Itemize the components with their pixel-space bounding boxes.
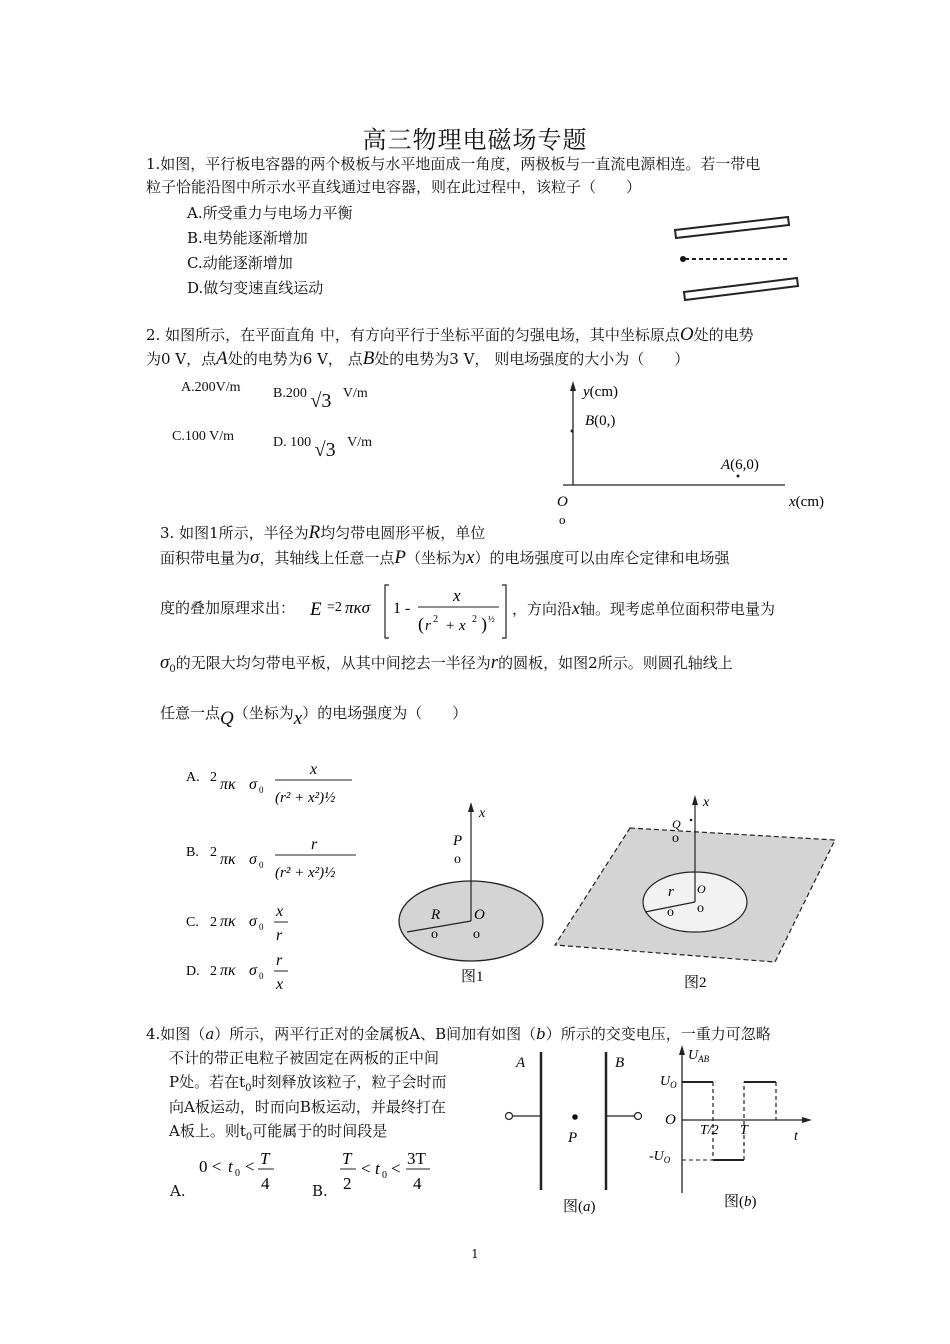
origin-label: O [557, 494, 568, 510]
formula-numerator: x [453, 586, 461, 605]
option-numerator: r [311, 836, 318, 853]
subscript-zero: 0 [382, 1170, 387, 1181]
option-label: D. [186, 964, 200, 979]
q2-option-a: A.200V/m [181, 380, 241, 395]
q3-text: 的圆板，如图2所示。则圆孔轴线上 [498, 654, 733, 672]
q2-text: 处的电势为6 V， 点 [227, 350, 363, 368]
center-mark: o [473, 927, 480, 942]
q2-option-d-unit: V/m [347, 435, 372, 450]
q4-text: P处。若在t [169, 1073, 246, 1091]
q4-option-a [195, 1145, 285, 1200]
q3-text: ）的电场强度为（ ） [302, 704, 468, 722]
plate-b-label: B [615, 1055, 625, 1071]
option-sigma: σ [249, 776, 257, 793]
q3-text: ，其轴线上任意一点 [259, 549, 395, 567]
option-a-t: t [228, 1157, 233, 1176]
particle-p [572, 1114, 578, 1120]
symbol-x: x [293, 708, 303, 729]
q4-text: 时刻释放该粒子，粒子会时而 [251, 1073, 447, 1091]
figure-b-caption: 图(b) [724, 1194, 757, 1210]
q2-option-b-unit: V/m [342, 386, 368, 401]
origin-mark: o [559, 512, 566, 527]
option-a-lhs: 0 < [199, 1157, 222, 1176]
option-denominator: (r² + x²)½ [275, 865, 336, 881]
figure-2-infinite-plate [550, 790, 840, 1000]
t-half-label: T/2 [700, 1123, 719, 1138]
figure-a-plates [500, 1045, 660, 1225]
option-coef: 2 [210, 845, 217, 860]
capacitor-figure [665, 205, 805, 305]
q4-line-4: 向A板运动，时而向B板运动，并最终打在 [169, 1098, 446, 1116]
formula-den-close: ) [481, 614, 487, 634]
field-formula [305, 580, 510, 642]
q3-text: ）的电场强度可以由库仑定律和电场强 [474, 549, 730, 567]
radius-mark: o [667, 905, 674, 920]
q4-option-b [337, 1145, 437, 1200]
q3-line-3a: 度的叠加原理求出： [160, 599, 296, 617]
q2-line-1 [146, 322, 754, 348]
sqrt3: √3 [314, 439, 336, 461]
q1-line-2: 粒子恰能沿图中所示水平直线通过电容器，则在此过程中，该粒子（ ） [146, 178, 642, 196]
symbol-sigma0: σ [160, 652, 170, 673]
option-b-num2: 3T [407, 1149, 426, 1168]
point-q-mark: o [672, 831, 679, 846]
q3-option-a [186, 761, 352, 806]
page-title: 高三物理电磁场专题 [362, 126, 588, 154]
plate-a-label: A [516, 1055, 526, 1071]
option-a-numerator: T [260, 1149, 270, 1168]
option-a-denominator: 4 [261, 1174, 270, 1193]
symbol-r: R [308, 522, 321, 543]
axis-x-label: x [479, 806, 486, 821]
symbol-r-small: r [490, 652, 499, 673]
option-denominator: r [276, 927, 283, 944]
q1-option-c: C.动能逐渐增加 [187, 254, 293, 272]
point-q [690, 819, 693, 822]
sqrt3: √3 [310, 390, 332, 412]
option-pi-kappa: πκ [220, 962, 236, 979]
q3-text: ，方向沿 [512, 600, 573, 618]
neg-u0-label: $-U_O$ [649, 1149, 671, 1165]
q3-options [180, 755, 380, 1000]
q1-option-a: A.所受重力与电场力平衡 [187, 204, 353, 222]
formula-den-r: r [425, 618, 431, 634]
option-numerator: x [310, 761, 318, 778]
time-label: t [794, 1129, 798, 1144]
symbol-x: x [466, 547, 475, 568]
origin-label: O [665, 1112, 676, 1128]
q2-option-c: C.100 V/m [172, 429, 234, 444]
capacitor-lower-plate [684, 278, 798, 300]
point-b [571, 430, 574, 433]
y-axis-label: y(cm) [583, 384, 618, 400]
symbol-o: O [679, 324, 694, 345]
figure-2-caption: 图2 [684, 975, 707, 991]
symbol-x: x [572, 598, 581, 618]
option-sigma: σ [249, 913, 257, 930]
q2-option-b [273, 380, 368, 412]
hole-radius-label: r [668, 884, 674, 900]
formula-den-sq: 2 [433, 614, 438, 625]
q3-text: 任意一点 [160, 704, 221, 722]
option-b-t: t [375, 1159, 380, 1178]
q4-text-italic: a [205, 1025, 215, 1043]
option-sigma: σ [249, 962, 257, 979]
option-numerator: r [276, 952, 283, 969]
q1-option-d: D.做匀变速直线运动 [187, 279, 324, 297]
q3-text: 轴。现考虑单位面积带电量为 [580, 600, 776, 618]
formula-left-bracket [385, 585, 389, 638]
radius-mark: o [431, 927, 438, 942]
axis-arrow-icon [468, 802, 474, 812]
option-pi-kappa: πκ [220, 913, 236, 930]
axis-x-label: x [703, 795, 710, 810]
option-denominator: (r² + x²)½ [275, 790, 336, 806]
hole-center-label: O [697, 882, 706, 896]
q3-line-4 [160, 650, 733, 683]
q2-text: 2. 如图所示，在平面直角 中，有方向平行于坐标平面的匀强电场，其中坐标原点 [146, 326, 680, 344]
symbol-p: P [394, 547, 407, 568]
q2-text: 处的电势为3 V， 则电场强度的大小为（ ） [374, 350, 690, 368]
terminal-a-icon [506, 1113, 513, 1120]
q3-text: 3. 如图1所示，半径为 [160, 524, 309, 542]
option-pi-kappa: πκ [220, 851, 236, 868]
q1-option-b: B.电势能逐渐增加 [187, 229, 308, 247]
subscript-zero: 0 [259, 922, 264, 932]
time-axis-arrow-icon [802, 1117, 812, 1123]
option-coef: 2 [210, 770, 217, 785]
q4-line-2: 不计的带正电粒子被固定在两板的正中间 [169, 1049, 440, 1067]
formula-den-x: + x [445, 618, 466, 634]
option-b-num1: T [342, 1149, 352, 1168]
x-axis-label: x(cm) [789, 494, 824, 510]
formula-exponent: ½ [488, 614, 495, 624]
q4-option-b-label: B. [312, 1182, 328, 1200]
formula-right-bracket [502, 585, 506, 638]
y-axis-arrow-icon [570, 381, 576, 391]
option-pi-kappa: πκ [220, 776, 236, 793]
q4-text: ）所示的交变电压，一重力可忽略 [545, 1025, 771, 1043]
option-denominator: x [276, 976, 284, 993]
q2-option-b-value: B.200 [273, 386, 307, 401]
point-p-mark: o [454, 852, 461, 867]
page-number: 1 [471, 1247, 479, 1261]
option-label: A. [186, 770, 200, 785]
figure-b-voltage [640, 1038, 815, 1218]
center-mark: o [697, 901, 704, 916]
q4-option-a-label: A. [170, 1182, 186, 1200]
option-sigma: σ [249, 851, 257, 868]
q3-text: 均匀带电圆形平板，单位 [320, 524, 486, 542]
particle-p-label: P [568, 1130, 578, 1146]
subscript-zero: 0 [259, 860, 264, 870]
q4-text: 可能属于的时间段是 [252, 1122, 388, 1140]
q4-text: 4.如图（ [146, 1025, 206, 1043]
option-b-den2: 4 [413, 1174, 422, 1193]
formula-den-sq: 2 [472, 614, 477, 625]
q1-line-1: 1.如图，平行板电容器的两个极板与水平地面成一角度，两极板与一直流电源相连。若一带电 [146, 155, 761, 173]
symbol-b: B [362, 348, 375, 369]
q4-text-italic: b [536, 1025, 546, 1043]
q2-line-2 [146, 346, 689, 372]
figure-a-caption: 图(a) [563, 1199, 596, 1215]
symbol-q: Q [220, 708, 234, 729]
q3-line-1 [160, 520, 485, 546]
option-label: C. [186, 915, 199, 930]
option-label: B. [186, 845, 199, 860]
point-p-label: P [453, 833, 463, 849]
axis-arrow-icon [692, 795, 698, 805]
point-a [737, 475, 740, 478]
point-b-label: B(0,) [585, 413, 616, 429]
option-coef: 2 [210, 964, 217, 979]
center-label: O [474, 907, 485, 923]
symbol-sigma: σ [250, 547, 260, 568]
q3-option-c [186, 903, 288, 944]
u0-label: $U_O$ [660, 1074, 677, 1090]
q4-text: A板上。则t [169, 1122, 246, 1140]
subscript-zero: 0 [259, 785, 264, 795]
option-numerator: x [276, 903, 284, 920]
q2-option-d-value: D. 100 [273, 435, 312, 450]
q3-text: （坐标为 [406, 549, 467, 567]
q3-line-3b [512, 595, 775, 622]
formula-pi-kappa-sigma: πκσ [345, 598, 371, 617]
option-a-lt: < [245, 1157, 255, 1176]
q2-text: 为0 V，点 [146, 350, 217, 368]
subscript-zero: 0 [245, 1083, 252, 1094]
figure-1-charged-disk [395, 795, 560, 995]
formula-denominator: ( [418, 614, 424, 634]
q3-line-2 [160, 545, 729, 571]
q2-text: 处的电势 [693, 326, 754, 344]
option-b-lt2: < [391, 1159, 401, 1178]
capacitor-upper-plate [675, 217, 789, 238]
formula-one-minus: 1 - [393, 600, 411, 617]
q3-line-5 [160, 700, 468, 729]
point-a-label: A(6,0) [721, 457, 759, 473]
q2-option-d [273, 429, 372, 461]
voltage-axis-arrow-icon [679, 1045, 685, 1055]
subscript-zero: 0 [235, 1168, 240, 1179]
t-period-label: T [740, 1123, 748, 1138]
subscript-zero: 0 [245, 1132, 253, 1143]
subscript-zero: 0 [259, 971, 264, 981]
point-q-label: Q [672, 817, 681, 831]
subscript-zero: 0 [169, 664, 176, 675]
q4-text: ）所示，两平行正对的金属板A、B间加有如图（ [214, 1025, 537, 1043]
symbol-a: A [216, 348, 228, 369]
option-b-den1: 2 [343, 1174, 352, 1193]
u-ab-label: $U_{AB}$ [688, 1048, 710, 1064]
q3-text: 的无限大均匀带电平板，从其中间挖去一半径为 [175, 654, 491, 672]
formula-e: E [310, 599, 322, 620]
q3-option-d [186, 952, 288, 993]
figure-1-caption: 图1 [461, 969, 484, 985]
formula-equals: =2 [327, 600, 342, 615]
q3-text: 面积带电量为 [160, 549, 251, 567]
option-coef: 2 [210, 915, 217, 930]
radius-label: R [431, 907, 441, 923]
coordinate-figure [545, 375, 845, 535]
q3-option-b [186, 836, 356, 881]
option-b-lt1: < [361, 1159, 371, 1178]
q3-text: （坐标为 [233, 704, 294, 722]
